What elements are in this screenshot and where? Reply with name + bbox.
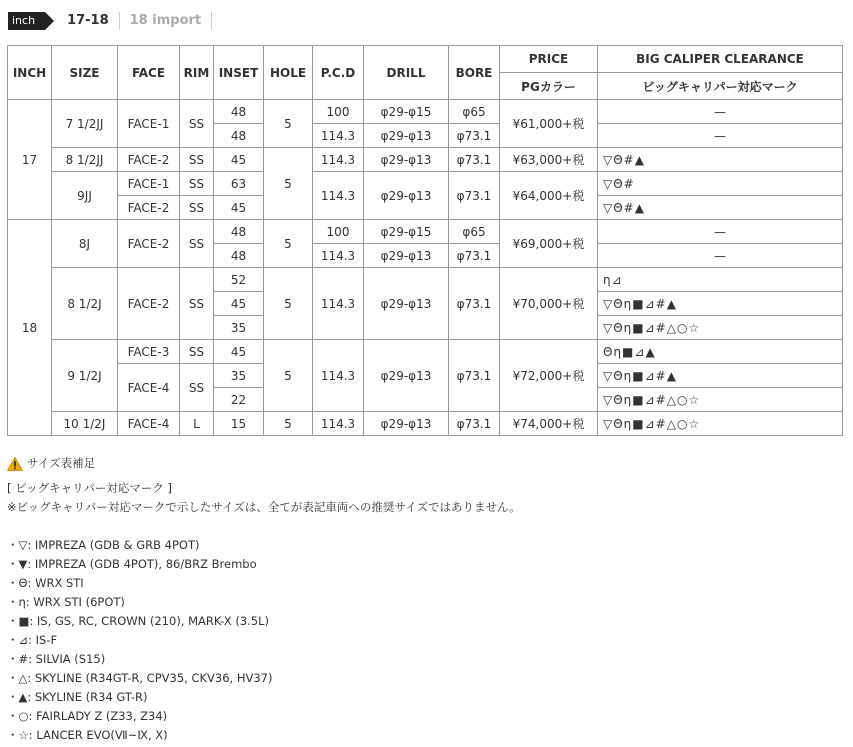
drill-cell: φ29-φ13 [364,340,449,412]
inset-cell: 45 [214,340,264,364]
drill-cell: φ29-φ13 [364,148,449,172]
drill-cell: φ29-φ13 [364,244,449,268]
face-cell: FACE-2 [118,196,180,220]
hole-cell: 5 [264,220,313,268]
price-cell: ¥61,000+税 [500,100,598,148]
face-cell: FACE-4 [118,364,180,412]
header-pcd: P.C.D [313,46,364,100]
header-hole: HOLE [264,46,313,100]
header-price: PRICE [500,46,598,73]
header-caliper-sub: ビッグキャリパー対応マーク [598,73,843,100]
marks-cell: ▽Θη■⊿#△○☆ [598,388,843,412]
drill-cell: φ29-φ15 [364,220,449,244]
table-row [8,412,843,436]
pcd-cell: 100 [313,100,364,124]
inset-cell: 48 [214,100,264,124]
inset-cell: 22 [214,388,264,412]
bore-cell: φ73.1 [449,268,500,340]
legend-item: ・▽: IMPREZA (GDB & GRB 4POT) [7,538,200,552]
header-bore: BORE [449,46,500,100]
header-drill: DRILL [364,46,449,100]
warning-icon [7,457,23,471]
legend-item: ・■: IS, GS, RC, CROWN (210), MARK-X (3.5L) [7,614,270,628]
legend-item: ・#: SILVIA (S15) [7,652,106,666]
table-row [8,148,843,172]
rim-cell: SS [180,364,214,412]
marks-cell: — [598,244,843,268]
legend-item: ・Θ: WRX STI [7,576,84,590]
face-cell: FACE-1 [118,100,180,148]
marks-cell: — [598,100,843,124]
size-notes [7,454,521,745]
table-row [8,340,843,364]
rim-cell: SS [180,172,214,196]
marks-cell: Θη■⊿▲ [598,340,843,364]
size-table [7,45,843,436]
pcd-cell: 114.3 [313,244,364,268]
table-row [8,172,843,196]
bore-cell: φ73.1 [449,244,500,268]
table-row [8,220,843,244]
marks-cell: η⊿ [598,268,843,292]
header-inset: INSET [214,46,264,100]
price-cell: ¥72,000+税 [500,340,598,412]
inset-cell: 45 [214,196,264,220]
inset-cell: 48 [214,220,264,244]
pcd-cell: 114.3 [313,148,364,172]
hole-cell: 5 [264,412,313,436]
inset-cell: 35 [214,316,264,340]
legend-item: ・η: WRX STI (6POT) [7,595,125,609]
rim-cell: SS [180,268,214,340]
inch-cell: 17 [8,100,52,220]
header-size: SIZE [52,46,118,100]
pcd-cell: 100 [313,220,364,244]
pcd-cell: 114.3 [313,268,364,340]
marks-cell: — [598,124,843,148]
inset-cell: 45 [214,148,264,172]
pcd-cell: 114.3 [313,124,364,148]
size-cell: 10 1/2J [52,412,118,436]
marks-cell: ▽Θ# [598,172,843,196]
rim-cell: SS [180,220,214,268]
table-row [8,100,843,124]
marks-cell: ▽Θη■⊿#▲ [598,364,843,388]
bore-cell: φ65 [449,220,500,244]
face-cell: FACE-4 [118,412,180,436]
hole-cell: 5 [264,340,313,412]
inch-label: inch [8,12,45,30]
marks-cell: ▽Θ#▲ [598,148,843,172]
pcd-cell: 114.3 [313,172,364,220]
inset-cell: 35 [214,364,264,388]
inset-cell: 45 [214,292,264,316]
drill-cell: φ29-φ13 [364,124,449,148]
face-cell: FACE-1 [118,172,180,196]
notes-bracket: [ ビッグキャリパー対応マーク ] [7,481,172,495]
bore-cell: φ73.1 [449,412,500,436]
marks-cell: ▽Θη■⊿#▲ [598,292,843,316]
bore-cell: φ73.1 [449,148,500,172]
size-cell: 9 1/2J [52,340,118,412]
price-cell: ¥63,000+税 [500,148,598,172]
marks-cell: ▽Θη■⊿#△○☆ [598,316,843,340]
price-cell: ¥74,000+税 [500,412,598,436]
header-row [8,46,843,73]
drill-cell: φ29-φ15 [364,100,449,124]
header-inch: INCH [8,46,52,100]
legend-item: ・⊿: IS-F [7,633,58,647]
legend-item: ・○: FAIRLADY Z (Z33, Z34) [7,709,168,723]
rim-cell: L [180,412,214,436]
rim-cell: SS [180,340,214,364]
size-cell: 8J [52,220,118,268]
price-cell: ¥64,000+税 [500,172,598,220]
legend-item: ・△: SKYLINE (R34GT-R, CPV35, CKV36, HV37) [7,671,273,685]
hole-cell: 5 [264,268,313,340]
notes-title: サイズ表補足 [27,456,96,470]
table-row [8,268,843,292]
hole-cell: 5 [264,148,313,220]
inset-cell: 52 [214,268,264,292]
drill-cell: φ29-φ13 [364,412,449,436]
rim-cell: SS [180,148,214,172]
pcd-cell: 114.3 [313,340,364,412]
rim-cell: SS [180,196,214,220]
legend-item: ・☆: LANCER EVO(Ⅶ~Ⅸ, Ⅹ) [7,728,168,742]
face-cell: FACE-2 [118,220,180,268]
face-cell: FACE-2 [118,148,180,172]
inset-cell: 48 [214,244,264,268]
pcd-cell: 114.3 [313,412,364,436]
drill-cell: φ29-φ13 [364,172,449,220]
rim-cell: SS [180,100,214,148]
size-cell: 9JJ [52,172,118,220]
inset-cell: 63 [214,172,264,196]
header-rim: RIM [180,46,214,100]
hole-cell: 5 [264,100,313,148]
bore-cell: φ73.1 [449,124,500,148]
notes-disclaimer: ※ビッグキャリパー対応マークで示したサイズは、全てが表記車両への推奨サイズではありません。 [7,500,521,514]
price-cell: ¥69,000+税 [500,220,598,268]
face-cell: FACE-3 [118,340,180,364]
legend-item: ・▼: IMPREZA (GDB 4POT), 86/BRZ Brembo [7,557,257,571]
marks-cell: — [598,220,843,244]
header-price-sub: PGカラー [500,73,598,100]
inch-cell: 18 [8,220,52,436]
notes-heading [7,454,521,473]
size-cell: 8 1/2J [52,268,118,340]
size-cell: 8 1/2JJ [52,148,118,172]
legend-item: ・▲: SKYLINE (R34 GT-R) [7,690,148,704]
size-cell: 7 1/2JJ [52,100,118,148]
marks-cell: ▽Θ#▲ [598,196,843,220]
header-caliper: BIG CALIPER CLEARANCE [598,46,843,73]
bore-cell: φ73.1 [449,340,500,412]
face-cell: FACE-2 [118,268,180,340]
marks-cell: ▽Θη■⊿#△○☆ [598,412,843,436]
inset-cell: 48 [214,124,264,148]
tab-bar [8,10,212,32]
inset-cell: 15 [214,412,264,436]
tab-18-import[interactable]: 18 import [119,12,212,30]
tab-17-18[interactable]: 17-18 [67,13,109,28]
price-cell: ¥70,000+税 [500,268,598,340]
drill-cell: φ29-φ13 [364,268,449,340]
bore-cell: φ73.1 [449,172,500,220]
bore-cell: φ65 [449,100,500,124]
header-face: FACE [118,46,180,100]
